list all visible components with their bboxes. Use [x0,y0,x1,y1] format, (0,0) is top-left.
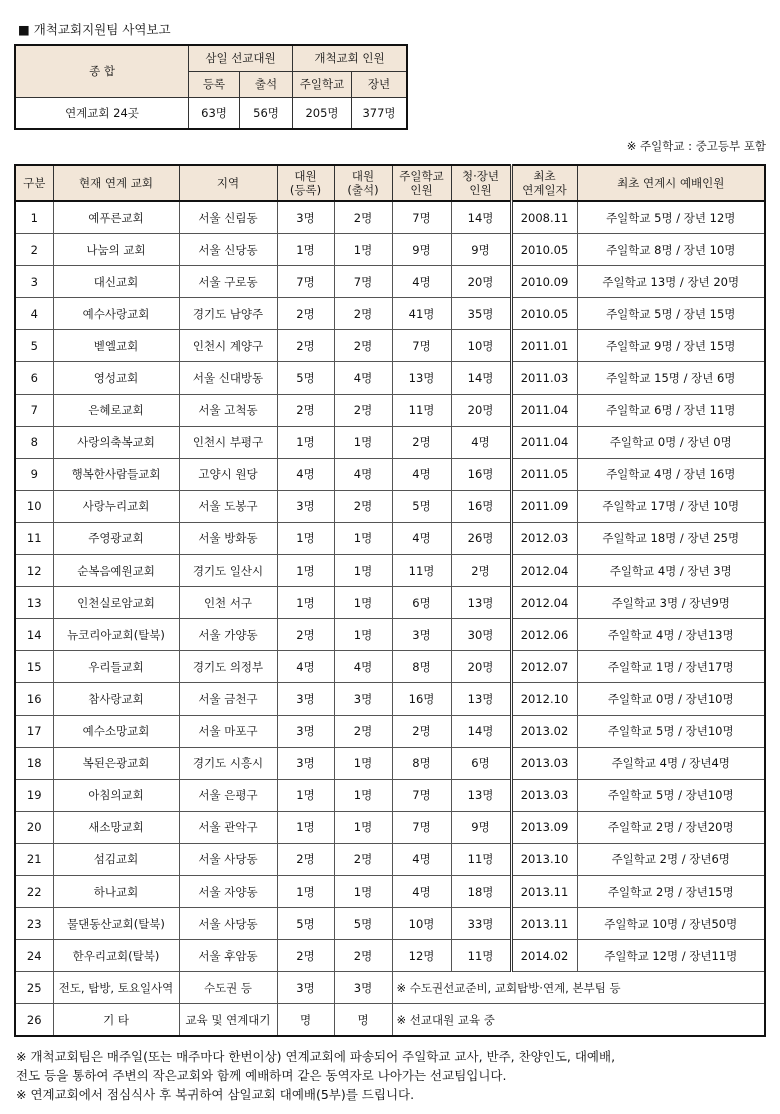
cell-first: 주일학교 13명 / 장년 20명 [577,266,765,298]
cell-adult: 14명 [451,715,511,747]
cell-church: 우리들교회 [53,651,179,683]
cell-date: 2012.10 [511,683,577,715]
cell-att: 3명 [334,683,392,715]
cell-att: 1명 [334,747,392,779]
cell-first: 주일학교 18명 / 장년 25명 [577,522,765,554]
summary-adult: 377명 [352,97,408,129]
cell-reg: 2명 [277,619,334,651]
cell-att: 2명 [334,715,392,747]
cell-church: 섬김교회 [53,843,179,875]
cell-no: 8 [15,426,53,458]
cell-att: 4명 [334,362,392,394]
cell-region: 경기도 시흥시 [179,747,277,779]
table-row [15,875,765,907]
cell-reg: 4명 [277,458,334,490]
footer-line-3: ※ 연계교회에서 점심식사 후 복귀하여 삼일교회 대예배(5부)를 드립니다. [16,1087,415,1102]
cell-adult: 35명 [451,298,511,330]
cell-date: 2011.04 [511,394,577,426]
cell-sunday: 5명 [392,490,451,522]
cell-att: 2명 [334,940,392,972]
cell-region: 서울 마포구 [179,715,277,747]
cell-region: 서울 신림동 [179,201,277,234]
cell-att: 1명 [334,875,392,907]
cell-first: 주일학교 2명 / 장년15명 [577,875,765,907]
cell-region: 서울 구로동 [179,266,277,298]
summary-table [14,44,408,130]
cell-date: 2012.04 [511,555,577,587]
cell-adult: 4명 [451,426,511,458]
header-region: 지역 [179,165,277,201]
table-row [15,619,765,651]
table-row [15,1004,765,1037]
cell-no: 5 [15,330,53,362]
cell-reg: 1명 [277,779,334,811]
cell-first: 주일학교 3명 / 장년9명 [577,587,765,619]
table-row [15,811,765,843]
cell-no: 19 [15,779,53,811]
cell-adult: 16명 [451,490,511,522]
cell-att: 7명 [334,266,392,298]
cell-region: 서울 신당동 [179,234,277,266]
cell-date: 2010.05 [511,298,577,330]
cell-sunday: 4명 [392,522,451,554]
cell-att: 1명 [334,587,392,619]
cell-no: 20 [15,811,53,843]
table-row [15,234,765,266]
header-adult: 청·장년 인원 [451,165,511,201]
cell-first: 주일학교 10명 / 장년50명 [577,908,765,940]
footer-notes [16,1047,766,1104]
cell-region: 서울 후암동 [179,940,277,972]
cell-first: 주일학교 5명 / 장년10명 [577,779,765,811]
cell-reg: 2명 [277,940,334,972]
cell-first: 주일학교 0명 / 장년 0명 [577,426,765,458]
cell-church: 순복음예원교회 [53,555,179,587]
report-title: ■ 개척교회지원팀 사역보고 [18,22,171,37]
cell-church: 영성교회 [53,362,179,394]
cell-adult: 2명 [451,555,511,587]
cell-reg: 1명 [277,426,334,458]
cell-region: 서울 도봉구 [179,490,277,522]
cell-no: 25 [15,972,53,1004]
cell-region: 수도권 등 [179,972,277,1004]
cell-first: 주일학교 4명 / 장년13명 [577,619,765,651]
table-row [15,394,765,426]
cell-att: 4명 [334,651,392,683]
cell-church: 사랑의축복교회 [53,426,179,458]
cell-att: 4명 [334,458,392,490]
cell-sunday: 4명 [392,458,451,490]
cell-church: 주영광교회 [53,522,179,554]
cell-no: 12 [15,555,53,587]
cell-region: 인천시 계양구 [179,330,277,362]
footer-line-1: ※ 개척교회팀은 매주일(또는 매주마다 한번이상) 연계교회에 파송되어 주일학교 교사, 반주, 찬양인도, 대예배, [16,1049,616,1064]
cell-adult: 13명 [451,587,511,619]
cell-no: 23 [15,908,53,940]
table-row [15,908,765,940]
cell-first: 주일학교 5명 / 장년10명 [577,715,765,747]
table-row [15,266,765,298]
cell-adult: 30명 [451,619,511,651]
cell-region: 서울 방화동 [179,522,277,554]
cell-reg: 2명 [277,394,334,426]
cell-adult: 20명 [451,394,511,426]
cell-church: 아침의교회 [53,779,179,811]
cell-church: 복된은광교회 [53,747,179,779]
cell-church: 대신교회 [53,266,179,298]
cell-adult: 11명 [451,940,511,972]
cell-no: 17 [15,715,53,747]
cell-reg: 1명 [277,875,334,907]
table-row [15,555,765,587]
cell-date: 2012.06 [511,619,577,651]
cell-sunday: 16명 [392,683,451,715]
cell-att: 1명 [334,811,392,843]
table-row [15,843,765,875]
cell-att: 1명 [334,779,392,811]
cell-sunday: 7명 [392,330,451,362]
sunday-school-note: ※ 주일학교 : 중고등부 포함 [626,139,766,153]
table-row [15,587,765,619]
cell-church: 새소망교회 [53,811,179,843]
cell-date: 2012.04 [511,587,577,619]
cell-adult: 14명 [451,362,511,394]
cell-church: 하나교회 [53,875,179,907]
table-row [15,458,765,490]
cell-sunday: 4명 [392,875,451,907]
header-date: 최초 연계일자 [511,165,577,201]
cell-region: 서울 은평구 [179,779,277,811]
cell-att: 1명 [334,234,392,266]
summary-sunday: 205명 [293,97,352,129]
cell-sunday: 11명 [392,555,451,587]
cell-church: 전도, 탐방, 토요일사역 [53,972,179,1004]
summary-sunday-header: 주일학교 [293,71,352,97]
cell-reg: 2명 [277,843,334,875]
cell-sunday: 2명 [392,715,451,747]
cell-church: 참사랑교회 [53,683,179,715]
table-row [15,426,765,458]
cell-reg: 명 [277,1004,334,1037]
cell-first: 주일학교 9명 / 장년 15명 [577,330,765,362]
cell-date: 2013.11 [511,875,577,907]
summary-att: 56명 [240,97,293,129]
cell-first: 주일학교 15명 / 장년 6명 [577,362,765,394]
cell-no: 3 [15,266,53,298]
cell-reg: 5명 [277,908,334,940]
cell-adult: 33명 [451,908,511,940]
cell-att: 2명 [334,394,392,426]
cell-att: 1명 [334,619,392,651]
cell-adult: 26명 [451,522,511,554]
cell-church: 나눔의 교회 [53,234,179,266]
cell-no: 22 [15,875,53,907]
cell-reg: 1명 [277,234,334,266]
cell-date: 2010.09 [511,266,577,298]
cell-first: 주일학교 4명 / 장년 16명 [577,458,765,490]
cell-date: 2011.03 [511,362,577,394]
cell-church: 사랑누리교회 [53,490,179,522]
cell-date: 2012.03 [511,522,577,554]
cell-region: 경기도 의정부 [179,651,277,683]
summary-row-label: 연계교회 24곳 [15,97,189,129]
cell-adult: 13명 [451,683,511,715]
church-table [14,164,766,1037]
table-row [15,362,765,394]
cell-no: 11 [15,522,53,554]
cell-region: 서울 금천구 [179,683,277,715]
cell-note: ※ 선교대원 교육 중 [392,1004,765,1037]
cell-no: 4 [15,298,53,330]
cell-reg: 1명 [277,522,334,554]
cell-reg: 3명 [277,683,334,715]
cell-sunday: 2명 [392,426,451,458]
header-church: 현재 연계 교회 [53,165,179,201]
cell-region: 경기도 일산시 [179,555,277,587]
cell-reg: 5명 [277,362,334,394]
summary-adult-header: 장년 [352,71,408,97]
cell-church: 한우리교회(탈북) [53,940,179,972]
cell-church: 행복한사람들교회 [53,458,179,490]
cell-no: 9 [15,458,53,490]
cell-sunday: 6명 [392,587,451,619]
cell-att: 3명 [334,972,392,1004]
cell-no: 14 [15,619,53,651]
cell-sunday: 13명 [392,362,451,394]
cell-no: 2 [15,234,53,266]
cell-reg: 4명 [277,651,334,683]
cell-date: 2012.07 [511,651,577,683]
cell-sunday: 8명 [392,651,451,683]
table-row [15,972,765,1004]
cell-sunday: 11명 [392,394,451,426]
cell-reg: 3명 [277,715,334,747]
cell-sunday: 3명 [392,619,451,651]
cell-church: 예푸른교회 [53,201,179,234]
cell-reg: 1명 [277,811,334,843]
summary-reg: 63명 [189,97,240,129]
cell-adult: 14명 [451,201,511,234]
cell-church: 벧엘교회 [53,330,179,362]
header-reg: 대원 (등록) [277,165,334,201]
cell-att: 1명 [334,555,392,587]
header-no: 구분 [15,165,53,201]
cell-first: 주일학교 2명 / 장년20명 [577,811,765,843]
cell-adult: 9명 [451,811,511,843]
cell-region: 서울 사당동 [179,908,277,940]
cell-church: 예수사랑교회 [53,298,179,330]
cell-first: 주일학교 12명 / 장년11명 [577,940,765,972]
table-row [15,330,765,362]
cell-first: 주일학교 1명 / 장년17명 [577,651,765,683]
cell-no: 6 [15,362,53,394]
cell-no: 26 [15,1004,53,1037]
table-row [15,651,765,683]
table-row [15,298,765,330]
cell-region: 서울 가양동 [179,619,277,651]
cell-att: 명 [334,1004,392,1037]
cell-sunday: 4명 [392,843,451,875]
cell-region: 교육 및 연계대기 [179,1004,277,1037]
cell-date: 2008.11 [511,201,577,234]
cell-adult: 16명 [451,458,511,490]
cell-sunday: 4명 [392,266,451,298]
table-row [15,715,765,747]
cell-church: 뉴코리아교회(탈북) [53,619,179,651]
cell-reg: 2명 [277,298,334,330]
cell-sunday: 12명 [392,940,451,972]
cell-reg: 7명 [277,266,334,298]
cell-sunday: 7명 [392,811,451,843]
cell-adult: 11명 [451,843,511,875]
cell-date: 2013.03 [511,779,577,811]
cell-adult: 20명 [451,266,511,298]
cell-date: 2013.09 [511,811,577,843]
cell-adult: 13명 [451,779,511,811]
cell-att: 2명 [334,330,392,362]
cell-att: 2명 [334,201,392,234]
cell-first: 주일학교 5명 / 장년 15명 [577,298,765,330]
cell-church: 은혜로교회 [53,394,179,426]
cell-no: 15 [15,651,53,683]
cell-first: 주일학교 4명 / 장년4명 [577,747,765,779]
cell-sunday: 41명 [392,298,451,330]
summary-total-header: 종 합 [15,45,189,97]
cell-region: 경기도 남양주 [179,298,277,330]
cell-region: 서울 자양동 [179,875,277,907]
cell-first: 주일학교 8명 / 장년 10명 [577,234,765,266]
table-row [15,490,765,522]
cell-adult: 18명 [451,875,511,907]
cell-date: 2013.03 [511,747,577,779]
cell-date: 2010.05 [511,234,577,266]
cell-sunday: 7명 [392,779,451,811]
cell-first: 주일학교 2명 / 장년6명 [577,843,765,875]
cell-no: 7 [15,394,53,426]
cell-reg: 3명 [277,972,334,1004]
cell-region: 고양시 원당 [179,458,277,490]
cell-date: 2013.10 [511,843,577,875]
cell-att: 1명 [334,426,392,458]
cell-no: 21 [15,843,53,875]
cell-reg: 3명 [277,490,334,522]
summary-reg-header: 등록 [189,71,240,97]
cell-sunday: 7명 [392,201,451,234]
cell-no: 13 [15,587,53,619]
cell-no: 1 [15,201,53,234]
church-rows [15,201,765,1036]
cell-church: 물댄동산교회(탈북) [53,908,179,940]
table-row [15,779,765,811]
cell-sunday: 9명 [392,234,451,266]
cell-first: 주일학교 17명 / 장년 10명 [577,490,765,522]
cell-adult: 9명 [451,234,511,266]
cell-date: 2011.09 [511,490,577,522]
header-first: 최초 연계시 예배인원 [577,165,765,201]
cell-date: 2013.11 [511,908,577,940]
table-row [15,940,765,972]
cell-region: 서울 고척동 [179,394,277,426]
header-sunday: 주일학교 인원 [392,165,451,201]
cell-region: 서울 신대방동 [179,362,277,394]
cell-adult: 6명 [451,747,511,779]
table-row [15,683,765,715]
header-att: 대원 (출석) [334,165,392,201]
cell-reg: 1명 [277,555,334,587]
cell-first: 주일학교 5명 / 장년 12명 [577,201,765,234]
cell-sunday: 10명 [392,908,451,940]
cell-region: 서울 사당동 [179,843,277,875]
table-row [15,747,765,779]
summary-att-header: 출석 [240,71,293,97]
cell-reg: 2명 [277,330,334,362]
cell-adult: 20명 [451,651,511,683]
cell-date: 2011.01 [511,330,577,362]
cell-no: 16 [15,683,53,715]
cell-att: 2명 [334,843,392,875]
cell-first: 주일학교 4명 / 장년 3명 [577,555,765,587]
cell-adult: 10명 [451,330,511,362]
cell-att: 2명 [334,298,392,330]
cell-region: 서울 관악구 [179,811,277,843]
cell-date: 2014.02 [511,940,577,972]
summary-group1-header: 삼일 선교대원 [189,45,293,71]
cell-no: 18 [15,747,53,779]
cell-first: 주일학교 0명 / 장년10명 [577,683,765,715]
cell-date: 2011.04 [511,426,577,458]
cell-date: 2013.02 [511,715,577,747]
cell-region: 인천시 부평구 [179,426,277,458]
table-row [15,201,765,234]
cell-sunday: 8명 [392,747,451,779]
cell-church: 인천실로암교회 [53,587,179,619]
cell-no: 10 [15,490,53,522]
cell-no: 24 [15,940,53,972]
cell-date: 2011.05 [511,458,577,490]
summary-group2-header: 개척교회 인원 [293,45,408,71]
cell-first: 주일학교 6명 / 장년 11명 [577,394,765,426]
cell-reg: 3명 [277,747,334,779]
cell-reg: 3명 [277,201,334,234]
cell-reg: 1명 [277,587,334,619]
cell-region: 인천 서구 [179,587,277,619]
cell-att: 1명 [334,522,392,554]
footer-line-2: 전도 등을 통하여 주변의 작은교회와 함께 예배하며 같은 동역자로 나아가는 선교팀입니다. [16,1068,507,1083]
cell-att: 2명 [334,490,392,522]
cell-att: 5명 [334,908,392,940]
cell-church: 예수소망교회 [53,715,179,747]
table-row [15,522,765,554]
cell-church: 기 타 [53,1004,179,1037]
cell-note: ※ 수도권선교준비, 교회탐방·연계, 본부팀 등 [392,972,765,1004]
